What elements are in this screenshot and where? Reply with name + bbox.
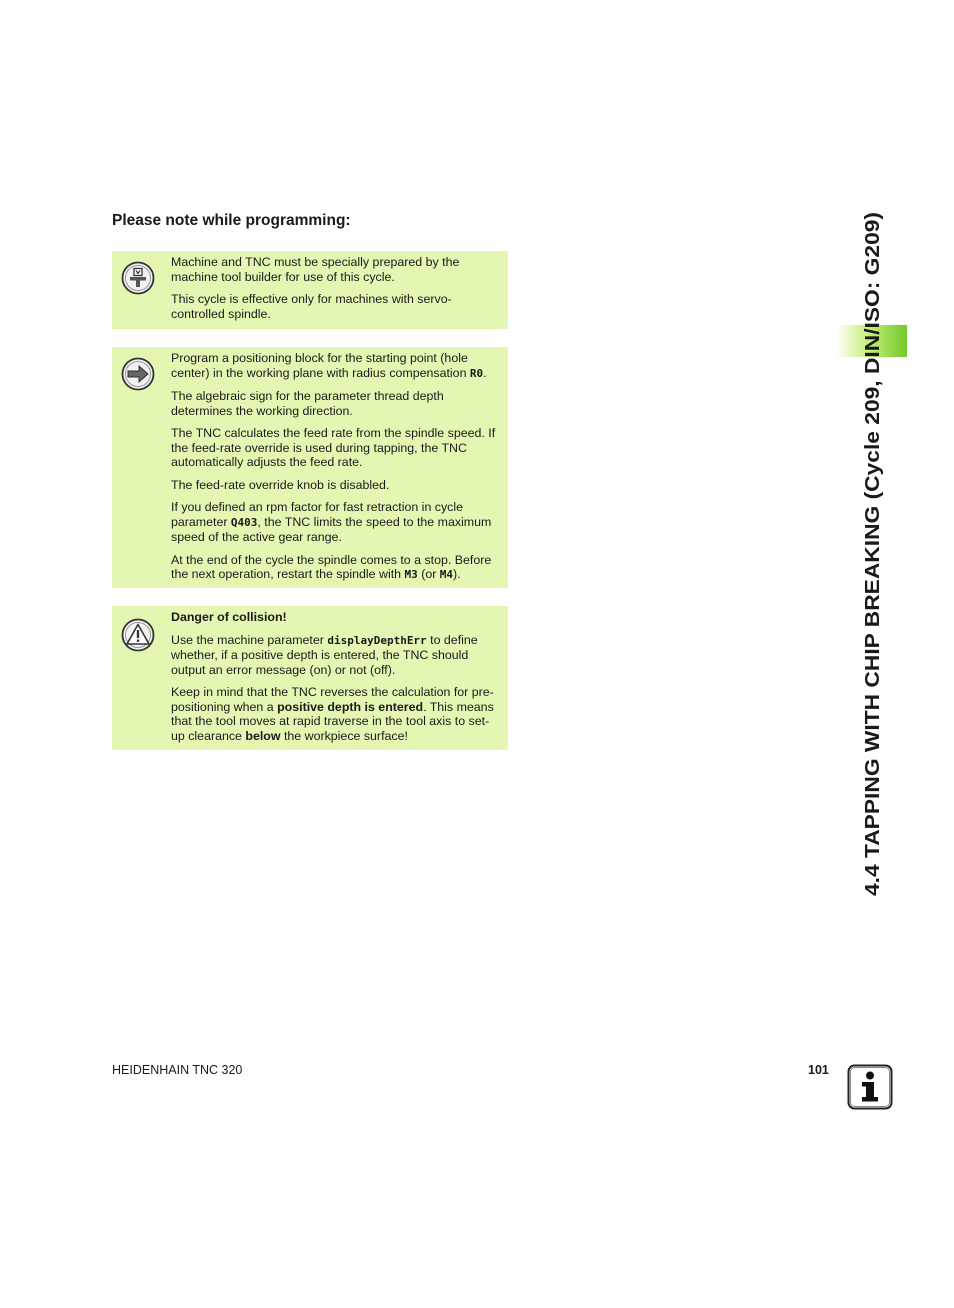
section-heading: Please note while programming: xyxy=(112,212,351,229)
note-box-warning xyxy=(112,606,508,750)
box2-paragraph-2: The algebraic sign for the parameter thread depth determines the working direction. xyxy=(171,389,444,418)
page-number: 101 xyxy=(808,1063,829,1077)
box2-paragraph-5: If you defined an rpm factor for fast retraction in cycle parameter Q403, the TNC limits the speed to the maximum speed of the active gear range. xyxy=(171,500,492,544)
box2-paragraph-6: At the end of the cycle the spindle comes to a stop. Before the next operation, restart the spindle with M3 (or M4). xyxy=(171,552,492,581)
note-box-machine xyxy=(112,251,508,329)
note-box-info xyxy=(112,347,508,588)
box1-paragraph-1: Machine and TNC must be specially prepared by the machine tool builder for use of this cycle. xyxy=(171,255,460,284)
arrow-right-icon xyxy=(121,357,155,391)
box2-paragraph-4: The feed-rate override knob is disabled. xyxy=(171,477,390,492)
danger-title: Danger of collision! xyxy=(171,610,287,624)
box3-paragraph-1: Use the machine parameter displayDepthErr to define whether, if a positive depth is entered, the TNC should output an error message (on) or not (off). xyxy=(171,632,478,677)
box1-paragraph-2: This cycle is effective only for machines with servo-controlled spindle. xyxy=(171,292,452,321)
box2-paragraph-1: Program a positioning block for the starting point (hole center) in the working plane with radius compensation R0. xyxy=(171,351,487,380)
warning-icon xyxy=(121,618,155,652)
box2-paragraph-3: The TNC calculates the feed rate from the spindle speed. If the feed-rate override is used during tapping, the TNC automatically adjusts the feed rate. xyxy=(171,426,496,469)
machine-manufacturer-icon xyxy=(121,261,155,295)
chapter-side-title-text: 4.4 TAPPING WITH CHIP BREAKING (Cycle 209, DIN/ISO: G209) xyxy=(862,295,884,896)
chapter-side-title xyxy=(853,212,891,896)
info-icon xyxy=(847,1064,893,1110)
box3-paragraph-2: Keep in mind that the TNC reverses the calculation for pre-positioning when a positive depth is entered. This means that the tool moves at rapid traverse in the tool axis to set-up clearance below the workpiece surface! xyxy=(171,685,494,743)
footer-manual-title: HEIDENHAIN TNC 320 xyxy=(112,1063,243,1077)
